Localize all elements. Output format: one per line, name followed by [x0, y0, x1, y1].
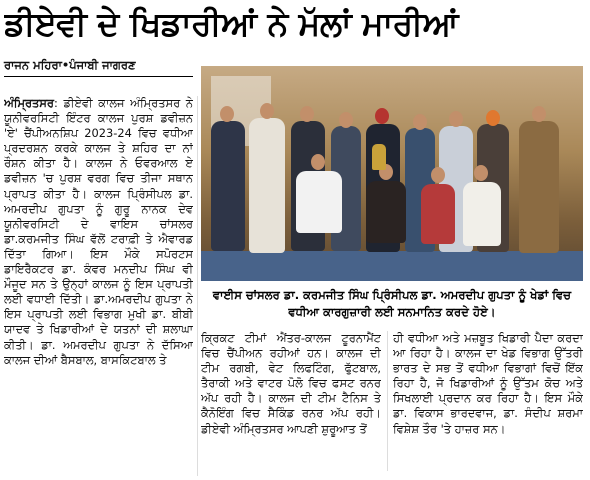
- photo-person: [249, 118, 285, 253]
- photo-person-head: [413, 114, 427, 130]
- article-text-left: : ਡੀਏਵੀ ਕਾਲਜ ਅੰਮ੍ਰਿਤਸਰ ਨੇ ਯੂਨੀਵਰਸਿਟੀ ਇੰਟਰ ਕਾਲਜ ਪੁਰਸ਼ ਡਵੀਜ਼ਨ 'ਏ' ਚੈਂਪੀਅਨਸ਼ਿਪ 2023-24 ਵਿਚ ਵਧੀਆ ਪ੍ਰਦਰਸ਼ਨ ਕਰਕੇ ਕਾਲਜ ਤੇ ਸ਼ਹਿਰ ਦਾ ਨਾਂ ਰੌਸ਼ਨ ਕੀਤਾ ਹੈ। ਕਾਲਜ ਨੇ ਓਵਰਆਲ ਏ ਡਵੀਜ਼ਨ 'ਚ ਪੁਰਸ਼ ਵਰਗ ਵਿਚ ਤੀਜਾ ਸਥਾਨ ਪ੍ਰਾਪਤ ਕੀਤਾ ਹੈ। ਕਾਲਜ ਪ੍ਰਿੰਸੀਪਲ ਡਾ. ਅਮਰਦੀਪ ਗੁਪਤਾ ਨੂੰ ਗੁਰੂ ਨਾਨਕ ਦੇਵ ਯੂਨੀਵਰਸਿਟੀ ਦੇ ਵਾਇਸ ਚਾਂਸਲਰ ਡਾ.ਕਰਮਜੀਤ ਸਿੰਘ ਵੱਲੋਂ ਟਰਾਫ਼ੀ ਤੇ ਐਵਾਰਡ ਦਿੱਤਾ ਗਿਆ। ਇਸ ਮੌਕੇ ਸਪੋਰਟਸ ਡਾਇਰੈਕਟਰ ਡਾ. ਕੰਵਰ ਮਨਦੀਪ ਸਿੰਘ ਵੀ ਮੌਜੂਦ ਸਨ ਤੇ ਉਨ੍ਹਾਂ ਕਾਲਜ ਨੂੰ ਇਸ ਪ੍ਰਾਪਤੀ ਲਈ ਵਧਾਈ ਦਿੱਤੀ। ਡਾ.ਅਮਰਦੀਪ ਗੁਪਤਾ ਨੇ ਇਸ ਪ੍ਰਾਪਤੀ ਲਈ ਵਿਭਾਗ ਮੁਖੀ ਡਾ. ਬੀਬੀ ਯਾਦਵ ਤੇ ਖਿਡਾਰੀਆਂ ਦੇ ਯਤਨਾਂ ਦੀ ਸ਼ਲਾਘਾ ਕੀਤੀ। ਡਾ. ਅਮਰਦੀਪ ਗੁਪਤਾ ਨੇ ਦੱਸਿਆ ਕਾਲਜ ਦੀਆਂ ਬੈਸਬਾਲ, ਬਾਸਕਿਟਬਾਲ ਤੇ: [4, 96, 193, 367]
- byline-rule: [4, 76, 193, 77]
- photo-person-head: [474, 165, 488, 181]
- photo-person: [519, 121, 559, 253]
- news-photo: [201, 66, 583, 281]
- article-column-right: ਹੀ ਵਧੀਆ ਅਤੇ ਮਜ਼ਬੂਤ ਖਿਡਾਰੀ ਪੈਦਾ ਕਰਦਾ ਆ ਰਿਹਾ ਹੈ। ਕਾਲਜ ਦਾ ਖੇਡ ਵਿਭਾਗ ਉੱਤਰੀ ਭਾਰਤ ਦੇ ਸਭ ਤੋਂ ਵਧੀਆ ਵਿਭਾਗਾਂ ਵਿਚੋਂ ਇੱਕ ਰਿਹਾ ਹੈ, ਜੋ ਖਿਡਾਰੀਆਂ ਨੂੰ ਉੱਤਮ ਕੋਚ ਅਤੇ ਸਿਖਲਾਈ ਪ੍ਰਦਾਨ ਕਰ ਰਿਹਾ ਹੈ। ਇਸ ਮੌਕੇ ਡਾ. ਵਿਕਾਸ ਭਾਰਦਵਾਜ, ਡਾ. ਸੰਦੀਪ ਸ਼ਰਮਾ ਵਿਸ਼ੇਸ਼ ਤੌਰ 'ਤੇ ਹਾਜ਼ਰ ਸਨ।: [393, 331, 583, 436]
- photo-person-head: [375, 108, 389, 124]
- photo-person-head: [532, 106, 546, 122]
- photo-person-head: [300, 106, 314, 122]
- byline: ਰਾਜਨ ਮਹਿਰਾ•ਪੰਜਾਬੀ ਜਾਗਰਣ: [4, 58, 136, 72]
- column-divider: [197, 96, 198, 476]
- dateline: ਅੰਮ੍ਰਿਤਸਰ: [4, 96, 54, 110]
- photo-person-head: [260, 103, 274, 119]
- trophy-icon: [372, 144, 386, 170]
- photo-person: [211, 121, 245, 251]
- headline: ਡੀਏਵੀ ਦੇ ਖਿਡਾਰੀਆਂ ਨੇ ਮੱਲਾਂ ਮਾਰੀਆਂ: [4, 4, 459, 43]
- photo-person: [463, 182, 501, 246]
- photo-person: [421, 184, 455, 244]
- photo-caption: ਵਾਈਸ ਚਾਂਸਲਰ ਡਾ. ਕਰਮਜੀਤ ਸਿੰਘ ਪ੍ਰਿੰਸੀਪਲ ਡਾ. ਅਮਰਦੀਪ ਗੁਪਤਾ ਨੂੰ ਖੇਡਾਂ ਵਿਚ ਵਧੀਆ ਕਾਰਗੁਜ਼ਾਰੀ ਲਈ ਸਨਮਾਨਿਤ ਕਰਦੇ ਹੋਏ।: [212, 288, 572, 319]
- photo-person-head: [339, 112, 353, 128]
- article-column-left: [4, 96, 193, 480]
- column-divider: [387, 331, 388, 471]
- photo-person: [366, 181, 406, 243]
- article-column-middle: ਕ੍ਰਿਕਟ ਟੀਮਾਂ ਐਂਤਰ-ਕਾਲਜ ਟੂਰਨਾਮੈਂਟ ਵਿਚ ਚੈਂਪੀਅਨ ਰਹੀਆਂ ਹਨ। ਕਾਲਜ ਦੀ ਟੀਮ ਰਗਬੀ, ਵੇਟ ਲਿਫਟਿੰਗ, ਫੁੱਟਬਾਲ, ਤੈਰਾਕੀ ਅਤੇ ਵਾਟਰ ਪੋਲੋ ਵਿਚ ਫਸਟ ਰਨਰ ਅੱਪ ਰਹੀ ਹੈ। ਕਾਲਜ ਦੀ ਟੀਮ ਟੈਨਿਸ ਤੇ ਕੈਨੋਇੰਗ ਵਿਚ ਸੈਕਿੰਡ ਰਨਰ ਅੱਪ ਰਹੀ। ਡੀਏਵੀ ਅੰਮ੍ਰਿਤਸਰ ਆਪਣੀ ਸ਼ੁਰੂਆਤ ਤੋਂ: [201, 331, 381, 436]
- photo-person-head: [486, 110, 500, 126]
- photo-person-head: [311, 154, 325, 170]
- photo-person-head: [449, 111, 463, 127]
- photo-person-head: [431, 167, 445, 183]
- photo-person: [296, 171, 342, 233]
- photo-floor: [201, 251, 583, 281]
- photo-person-head: [220, 106, 234, 122]
